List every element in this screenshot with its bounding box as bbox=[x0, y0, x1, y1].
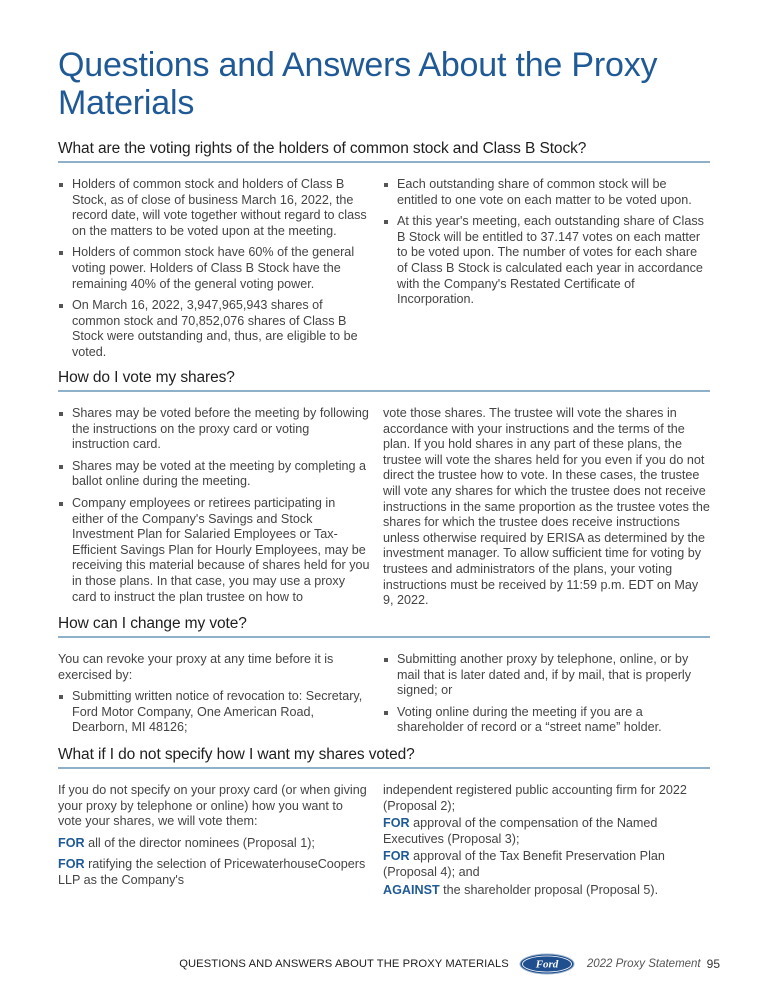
section-voting-rights bbox=[58, 140, 710, 367]
vote-recommendation: FOR ratifying the selection of PricewaterhouseCoopers LLP as the Company's bbox=[58, 857, 366, 887]
section-change-vote bbox=[58, 615, 710, 742]
list-item: Company employees or retirees participating in either of the Company's Savings and Stock Investment Plan for Salaried Employees or Tax-Efficient Savings Plan for Hourly Employees, may be receiving this material because of shares held for you in those plans. In that case, you may use a proxy card to instruct the plan trustee on how to bbox=[58, 496, 370, 605]
list-item: Shares may be voted before the meeting by following the instructions on the proxy card or voting instruction card. bbox=[58, 406, 370, 453]
vote-keyword: FOR bbox=[58, 835, 85, 850]
vote-recommendation: FOR approval of the compensation of the Named Executives (Proposal 3); bbox=[383, 816, 658, 846]
vote-recommendation: FOR approval of the Tax Benefit Preservation Plan (Proposal 4); and bbox=[383, 849, 665, 879]
vote-keyword: FOR bbox=[383, 849, 410, 864]
list-item: Voting online during the meeting if you are a shareholder of record or a “street name” holder. bbox=[383, 705, 710, 736]
footer-document-title: 2022 Proxy Statement bbox=[586, 958, 701, 970]
svg-text:Ford: Ford bbox=[535, 958, 559, 971]
left-column bbox=[58, 406, 370, 615]
left-column bbox=[58, 652, 370, 742]
list-item: Holders of common stock and holders of Class B Stock, as of close of business March 16, 2022, the record date, will vote together without regard to class on the matters to be voted upon at the meeting. bbox=[58, 177, 370, 239]
section-heading: How do I vote my shares? bbox=[58, 369, 710, 392]
list-item: Holders of common stock have 60% of the general voting power. Holders of Class B Stock have the remaining 40% of the general voting power. bbox=[58, 245, 370, 292]
left-column bbox=[58, 783, 370, 900]
left-column bbox=[58, 177, 370, 367]
list-item: Submitting written notice of revocation to: Secretary, Ford Motor Company, One American Road, Dearborn, MI 48126; bbox=[58, 689, 370, 736]
section-how-to-vote bbox=[58, 369, 710, 615]
section-heading: What are the voting rights of the holders of common stock and Class B Stock? bbox=[58, 140, 710, 163]
right-column bbox=[383, 652, 710, 742]
page-footer bbox=[140, 953, 720, 975]
list-item: Shares may be voted at the meeting by completing a ballot online during the meeting. bbox=[58, 459, 370, 490]
vote-recommendation: FOR all of the director nominees (Proposal 1); bbox=[58, 835, 315, 850]
page-title: Questions and Answers About the Proxy Materials bbox=[58, 46, 658, 122]
ford-logo-icon bbox=[519, 953, 575, 975]
section-default-vote bbox=[58, 746, 710, 900]
section-heading: How can I change my vote? bbox=[58, 615, 710, 638]
right-column bbox=[383, 177, 710, 367]
list-item: Each outstanding share of common stock will be entitled to one vote on each matter to be voted upon. bbox=[383, 177, 710, 208]
list-item: Submitting another proxy by telephone, online, or by mail that is later dated and, if by mail, that is properly signed; or bbox=[383, 652, 710, 699]
vote-keyword: FOR bbox=[383, 816, 410, 831]
section-heading: What if I do not specify how I want my shares voted? bbox=[58, 746, 710, 769]
right-column bbox=[383, 406, 710, 615]
footer-section-label: QUESTIONS AND ANSWERS ABOUT THE PROXY MATERIALS bbox=[179, 958, 509, 970]
page-number: 95 bbox=[706, 957, 720, 971]
list-item: At this year's meeting, each outstanding share of Class B Stock will be entitled to 37.147 votes on each matter to be voted upon. The number of votes for each share of Class B Stock is calculated each year in accordance with the Company's Restated Certificate of Incorporation. bbox=[383, 214, 710, 308]
right-column bbox=[383, 783, 710, 900]
list-item: On March 16, 2022, 3,947,965,943 shares of common stock and 70,852,076 shares of Class B Stock were outstanding and, thus, are eligible to be voted. bbox=[58, 298, 370, 360]
continuation-paragraph: independent registered public accounting firm for 2022 (Proposal 2); bbox=[383, 783, 687, 813]
vote-keyword: AGAINST bbox=[383, 882, 440, 897]
vote-keyword: FOR bbox=[58, 857, 85, 872]
intro-paragraph: You can revoke your proxy at any time before it is exercised by: bbox=[58, 652, 334, 682]
vote-recommendation: AGAINST the shareholder proposal (Proposal 5). bbox=[383, 882, 659, 897]
continuation-paragraph: vote those shares. The trustee will vote the shares in accordance with your instructions and the terms of the plan. If you hold shares in any part of these plans, the trustee will vote the shares held for you even if you do not direct the trustee how to vote. In these cases, the trustee will vote any shares for which the trustee does not receive instructions in the same proportion as the trustee votes the shares for which the trustee does receive instructions unless otherwise required by ERISA as determined by the investment manager. To allow sufficient time for voting by trustees and administrators of the plans, your voting instructions must be received by 11:59 p.m. EDT on May 9, 2022. bbox=[383, 406, 710, 608]
intro-paragraph: If you do not specify on your proxy card (or when giving your proxy by telephone or online) how you want to vote your shares, we will vote them: bbox=[58, 783, 367, 829]
